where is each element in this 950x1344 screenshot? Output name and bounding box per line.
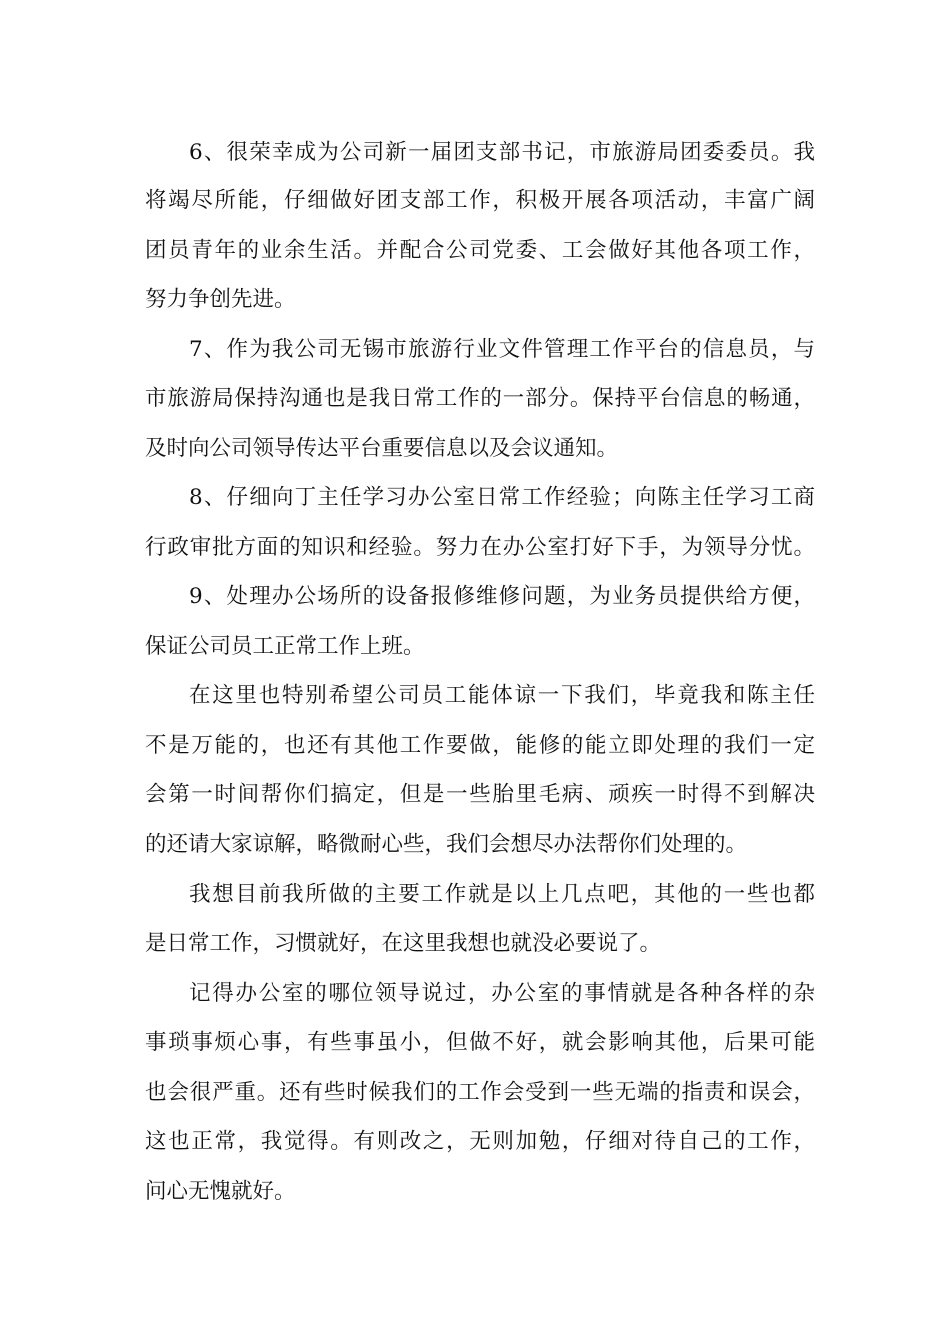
paragraph-6-line-1: 6、很荣幸成为公司新一届团支部书记，市旅游局团委委员。我 bbox=[189, 140, 815, 165]
paragraph-6-line-2: 将竭尽所能，仔细做好团支部工作，积极开展各项活动，丰富广阔 bbox=[145, 188, 815, 213]
paragraph-reflection-line-5: 问心无愧就好。 bbox=[145, 1179, 296, 1204]
paragraph-request-line-4: 的还请大家谅解，略微耐心些，我们会想尽办法帮你们处理的。 bbox=[145, 832, 748, 857]
paragraph-6-line-4: 努力争创先进。 bbox=[145, 287, 296, 312]
paragraph-7-line-1: 7、作为我公司无锡市旅游行业文件管理工作平台的信息员，与 bbox=[189, 337, 815, 362]
paragraph-7-line-2: 市旅游局保持沟通也是我日常工作的一部分。保持平台信息的畅通， bbox=[145, 386, 815, 411]
paragraph-summary-line-1: 我想目前我所做的主要工作就是以上几点吧，其他的一些也都 bbox=[189, 882, 815, 907]
paragraph-6-line-3: 团员青年的业余生活。并配合公司党委、工会做好其他各项工作， bbox=[145, 238, 815, 263]
paragraph-8-line-2: 行政审批方面的知识和经验。努力在办公室打好下手，为领导分忧。 bbox=[145, 535, 815, 560]
paragraph-request-line-2: 不是万能的，也还有其他工作要做，能修的能立即处理的我们一定 bbox=[145, 733, 815, 758]
paragraph-summary-line-2: 是日常工作，习惯就好，在这里我想也就没必要说了。 bbox=[145, 931, 662, 956]
paragraph-reflection-line-2: 事琐事烦心事，有些事虽小，但做不好，就会影响其他，后果可能 bbox=[145, 1030, 815, 1055]
paragraph-request-line-1: 在这里也特别希望公司员工能体谅一下我们，毕竟我和陈主任 bbox=[189, 683, 815, 708]
paragraph-9-line-1: 9、处理办公场所的设备报修维修问题，为业务员提供给方便， bbox=[189, 584, 815, 609]
paragraph-8-line-1: 8、仔细向丁主任学习办公室日常工作经验；向陈主任学习工商 bbox=[189, 485, 815, 510]
paragraph-reflection-line-4: 这也正常，我觉得。有则改之，无则加勉，仔细对待自己的工作， bbox=[145, 1129, 815, 1154]
paragraph-7-line-3: 及时向公司领导传达平台重要信息以及会议通知。 bbox=[145, 436, 619, 461]
paragraph-reflection-line-1: 记得办公室的哪位领导说过，办公室的事情就是各种各样的杂 bbox=[189, 981, 815, 1006]
paragraph-request-line-3: 会第一时间帮你们搞定，但是一些胎里毛病、顽疾一时得不到解决 bbox=[145, 782, 815, 807]
paragraph-9-line-2: 保证公司员工正常工作上班。 bbox=[145, 634, 425, 659]
paragraph-reflection-line-3: 也会很严重。还有些时候我们的工作会受到一些无端的指责和误会， bbox=[145, 1080, 815, 1105]
